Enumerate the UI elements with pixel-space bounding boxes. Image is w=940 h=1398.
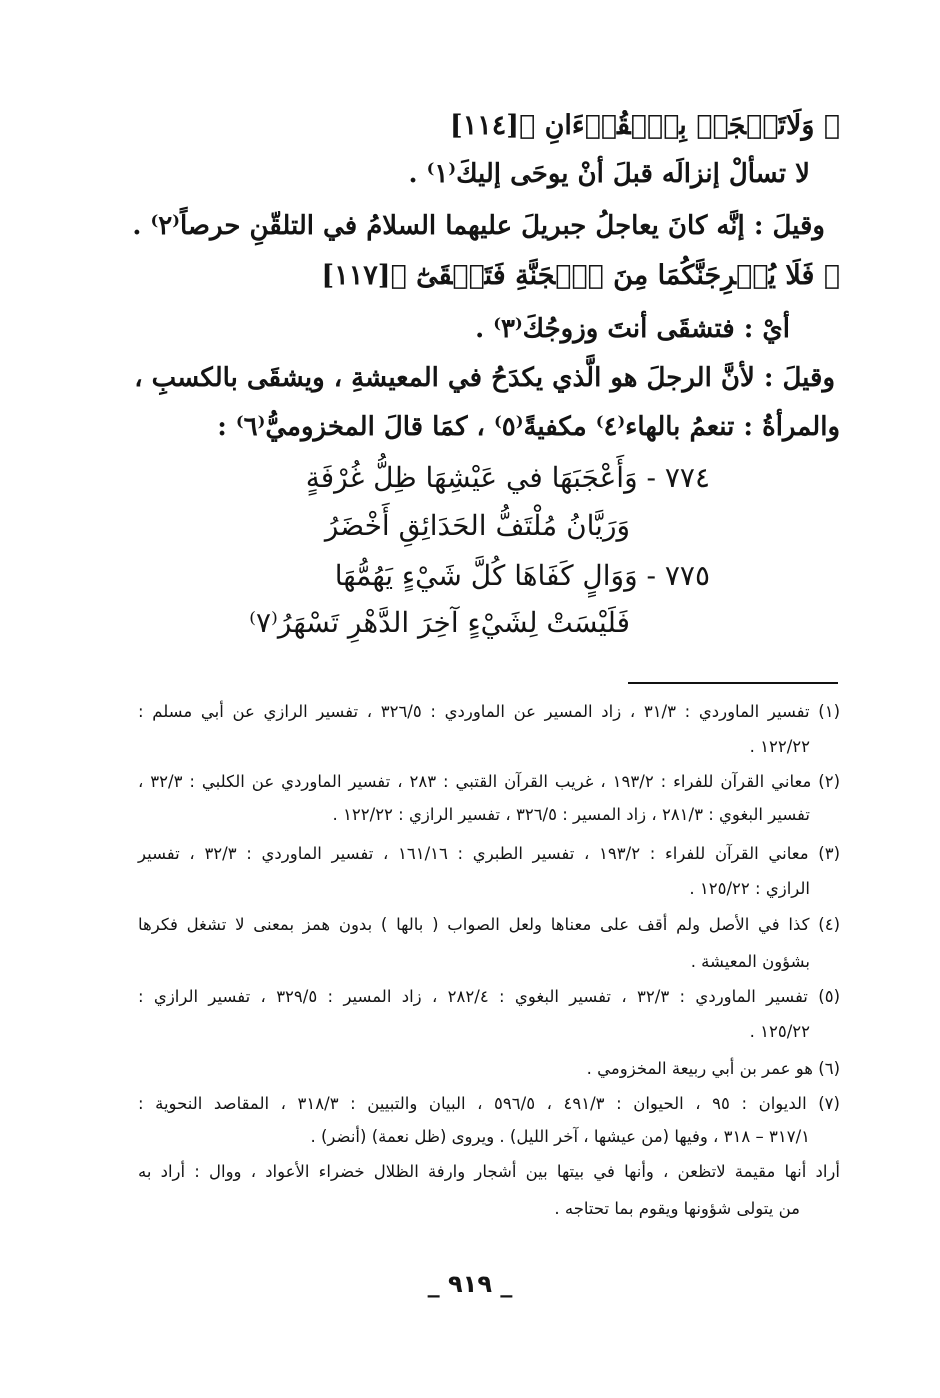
poem-verse-774-first-hemistich: ٧٧٤ - وَأَعْجَبَهَا في عَيْشِهَا ظِلُّ غُرْفَةٍ — [305, 461, 710, 494]
footnote-line: أراد أنها مقيمة لاتظعن ، وأنها في بيتها بين أشجار وارفة الظلال خضراء الأعواد ، ووال : أراد به — [138, 1162, 840, 1181]
text-line: أيْ : فتشقَى أنتَ وزوجُكَ⁽٣⁾ . — [475, 314, 790, 344]
footnote-line: تفسير البغوي : ٢٨١/٣ ، زاد المسير : ٣٢٦/٥ ، تفسير الرازي : ١٢٢/٢٢ . — [332, 805, 810, 824]
footnote-line: (٤) كذا في الأصل ولم أقف على معناها ولعل الصواب ( بالها ) بدون همز بمعنى لا تشغل فكرها — [138, 915, 840, 934]
footnote-separator — [628, 682, 838, 684]
footnote-line: (٥) تفسير الماوردي : ٣٢/٣ ، تفسير البغوي : ٢٨٢/٤ ، زاد المسير : ٣٢٩/٥ ، تفسير الرازي : — [138, 987, 840, 1006]
footnote-line: (١) تفسير الماوردي : ٣١/٣ ، زاد المسير عن الماوردي : ٣٢٦/٥ ، تفسير الرازي عن أبي مسلم : — [138, 702, 841, 721]
footnote-line: بشؤون المعيشة . — [690, 952, 810, 971]
footnote-line: الرازي : ١٢٥/٢٢ . — [689, 879, 810, 898]
page-number: _ ٩١٩ _ — [427, 1270, 513, 1298]
quran-verse-114: ﴿ وَلَاتَعۡجَلۡ بِٱلۡقُرۡءَانِ ﴾[١١٤] — [449, 110, 840, 141]
poem-verse-775-first-hemistich: ٧٧٥ - وَوَالٍ كَفَاهَا كُلَّ شَيْءٍ يَهُمُّهَا — [334, 559, 710, 592]
footnote-line: (٦) هو عمر بن أبي ربيعة المخزومي . — [586, 1059, 840, 1078]
text-line: وقيلَ : إنَّه كانَ يعاجلُ جبريلَ عليهما السلامُ في التلقّنِ حرصاً⁽٢⁾ . — [132, 211, 825, 241]
footnote-line: (٧) الديوان : ٩٥ ، الحيوان : ٤٩١/٣ ، ٥٩٦/٥ ، البيان والتبيين : ٣١٨/٣ ، المقاصد النحوية : — [138, 1094, 840, 1113]
text-line: لا تسألْ إنزالَه قبلَ أنْ يوحَى إليكَ⁽١⁾ . — [408, 159, 810, 189]
footnote-line: ١٢٢/٢٢ . — [749, 737, 810, 756]
footnote-line: ٣١٧/١ – ٣١٨ ، وفيها (من عيشها ، آخر الليل) . ويروى (ظل نعمة) (أنضر) . — [310, 1127, 810, 1146]
footnote-line: (٢) معاني القرآن للفراء : ١٩٣/٢ ، غريب القرآن القتبي : ٢٨٣ ، تفسير الماوردي عن الكلبي : ٣٢/٣ ، — [138, 772, 840, 791]
text-line: والمرأةُ : تنعمُ بالهاء⁽٤⁾ مكفيةً⁽٥⁾ ، كمَا قالَ المخزوميُّ⁽٦⁾ : — [217, 412, 840, 442]
poem-verse-774-second-hemistich: وَرَيَّانُ مُلْتَفُّ الحَدَائِقِ أَخْضَرُ — [324, 509, 630, 542]
quran-verse-117: ﴿ فَلَا يُخۡرِجَنَّكُمَا مِنَ ٱلۡجَنَّةِ فَتَشۡقَىٰٓ ﴾[١١٧] — [321, 260, 840, 291]
footnote-line: من يتولى شؤونها ويقوم بما تحتاجه . — [554, 1199, 800, 1218]
text-line: وقيلَ : لأنَّ الرجلَ هو الَّذي يكدَحُ في المعيشةِ ، ويشقَى بالكسبِ ، — [134, 363, 835, 393]
footnote-line: ١٢٥/٢٢ . — [749, 1022, 810, 1041]
footnote-line: (٣) معاني القرآن للفراء : ١٩٣/٢ ، تفسير الطبري : ١٦١/١٦ ، تفسير الماوردي : ٣٢/٣ ، تفسير — [138, 844, 840, 863]
poem-verse-775-second-hemistich: فَلَيْسَتْ لِشَيْءٍ آخِرَ الدَّهْرِ تَسْهَرُ⁽٧⁾ — [249, 606, 630, 639]
